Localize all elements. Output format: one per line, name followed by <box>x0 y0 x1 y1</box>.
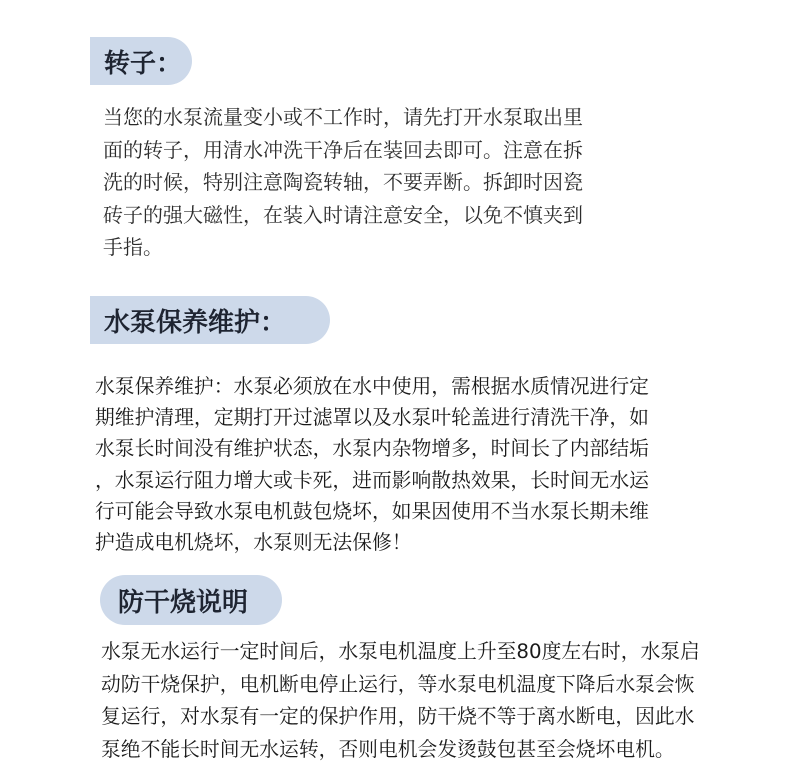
section-title-maintenance-text: 水泵保养维护： <box>104 307 287 338</box>
paragraph-rotor <box>103 101 583 264</box>
paragraph-line: ，水泵运行阻力增大或卡死，进而影响散热效果，长时间无水运 <box>95 468 649 492</box>
paragraph-line: 行可能会导致水泵电机鼓包烧坏，如果因使用不当水泵长期未维 <box>95 499 649 523</box>
paragraph-line: 水泵长时间没有维护状态，水泵内杂物增多，时间长了内部结垢 <box>95 437 649 461</box>
paragraph-line: 动防干烧保护，电机断电停止运行，等水泵电机温度下降后水泵会恢 <box>101 672 695 696</box>
paragraph-maintenance <box>95 371 649 558</box>
paragraph-line: 砖子的强大磁性，在装入时请注意安全，以免不慎夹到 <box>103 202 583 227</box>
paragraph-line: 面的转子，用清水冲洗干净后在装回去即可。注意在拆 <box>103 137 583 162</box>
paragraph-line: 期维护清理，定期打开过滤罩以及水泵叶轮盖进行清洗干净，如 <box>95 406 649 430</box>
section-title-dry-run <box>100 575 282 625</box>
paragraph-line: 护造成电机烧坏，水泵则无法保修！ <box>95 531 412 555</box>
paragraph-line: 复运行，对水泵有一定的保护作用，防干烧不等于离水断电，因此水 <box>101 705 695 728</box>
paragraph-line: 水泵保养维护：水泵必须放在水中使用，需根据水质情况进行定 <box>95 375 649 398</box>
paragraph-dry-run <box>101 636 700 766</box>
paragraph-line: 当您的水泵流量变小或不工作时，请先打开水泵取出里 <box>103 105 583 129</box>
section-title-dry-run-text: 防干烧说明 <box>118 587 249 618</box>
paragraph-line: 洗的时候，特别注意陶瓷转轴，不要弄断。拆卸时因瓷 <box>103 170 583 194</box>
section-title-rotor <box>90 37 192 85</box>
section-title-maintenance <box>90 296 330 344</box>
paragraph-line: 手指。 <box>103 235 163 259</box>
section-title-rotor-text: 转子： <box>104 48 183 79</box>
paragraph-line: 泵绝不能长时间无水运转，否则电机会发烫鼓包甚至会烧坏电机。 <box>101 737 675 761</box>
paragraph-line: 水泵无水运行一定时间后，水泵电机温度上升至80度左右时，水泵启 <box>101 640 700 663</box>
